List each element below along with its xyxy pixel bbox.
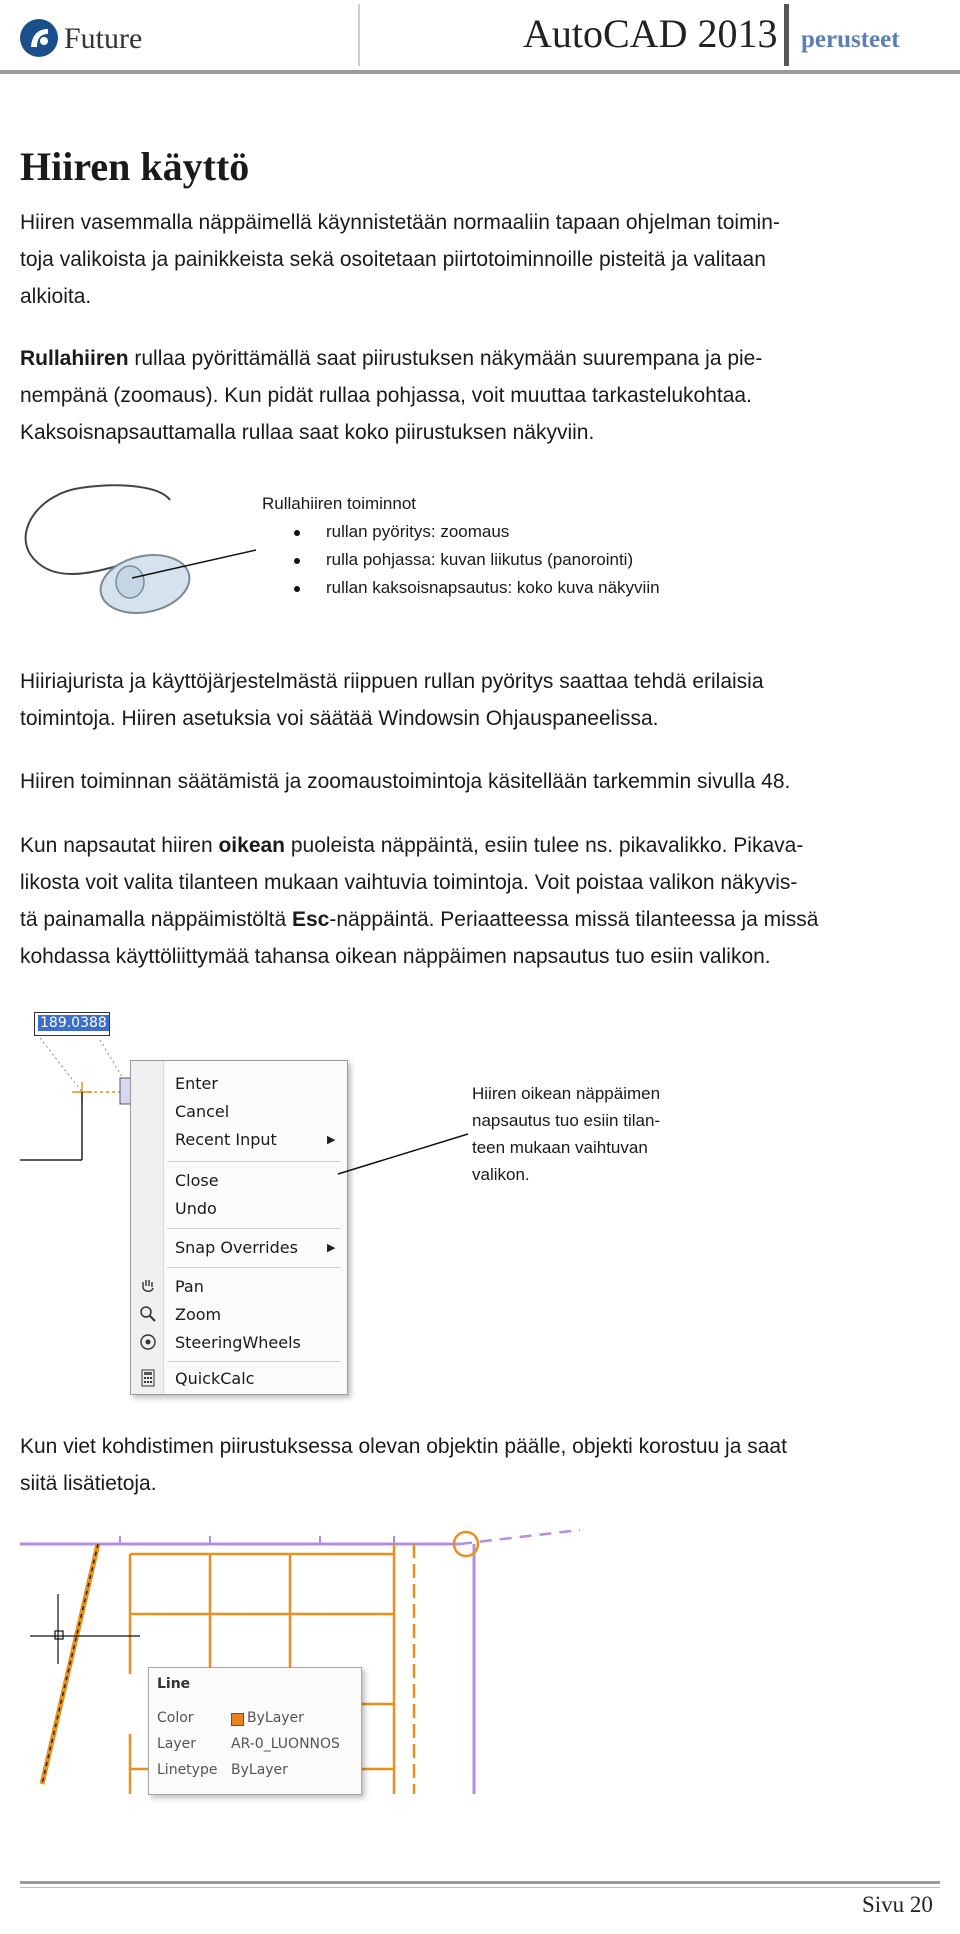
mouse-callout-title: Rullahiiren toiminnot	[262, 494, 417, 513]
hover-line: Kun viet kohdistimen piirustuksessa olevan objektin päälle, objekti korostuu ja saat	[20, 1435, 787, 1458]
intro-line: alkioita.	[20, 285, 92, 308]
object-tooltip	[148, 1667, 362, 1795]
intro-line: toja valikoista ja painikkeista sekä osoitetaan piirtotoiminnoille pisteitä ja valitaan	[20, 248, 766, 271]
tooltip-label: Layer	[157, 1736, 197, 1752]
mouse-function-item: rullan pyöritys: zoomaus	[286, 518, 822, 546]
dimension-input[interactable]	[34, 1012, 110, 1036]
right-click-term: oikean	[218, 834, 286, 857]
right-click-text: -näppäintä. Periaatteessa missä tilanteessa ja missä	[329, 908, 819, 931]
tooltip-value: ByLayer	[247, 1710, 304, 1726]
menu-separator	[167, 1161, 341, 1162]
menu-item-quickcalc[interactable]: QuickCalc	[175, 1369, 255, 1388]
menu-item-enter[interactable]: Enter	[175, 1074, 218, 1093]
right-click-text: Kun napsautat hiiren	[20, 834, 219, 857]
color-swatch-icon	[231, 1713, 244, 1726]
future-logo-icon	[18, 17, 60, 59]
footer-rule	[20, 1881, 940, 1884]
tooltip-title: Line	[157, 1676, 191, 1692]
page-number: Sivu 20	[862, 1892, 933, 1917]
menu-callout	[472, 1080, 732, 1188]
tooltip-value: ByLayer	[231, 1762, 288, 1778]
calculator-icon	[139, 1369, 157, 1387]
menu-separator	[167, 1267, 341, 1268]
mouse-callout	[262, 490, 822, 602]
right-click-text: tä painamalla näppäimistöltä	[20, 908, 292, 931]
intro-line: Hiiren vasemmalla näppäimellä käynnistetään normaaliin tapaan ohjelman toimin-	[20, 211, 780, 234]
menu-callout-line: teen mukaan vaihtuvan	[472, 1138, 648, 1157]
hover-line: siitä lisätietoja.	[20, 1472, 157, 1495]
hover-paragraph	[20, 1428, 940, 1502]
mouse-function-item: rulla pohjassa: kuvan liikutus (panorointi)	[286, 546, 822, 574]
submenu-arrow-icon: ▶	[327, 1134, 336, 1146]
scroll-line: Kaksoisnapsauttamalla rullaa saat koko piirustuksen näkyviin.	[20, 421, 595, 444]
pan-hand-icon	[139, 1277, 157, 1295]
driver-line: toimintoja. Hiiren asetuksia voi säätää Windowsin Ohjauspaneelissa.	[20, 707, 659, 730]
footer-rule-thin	[20, 1887, 940, 1888]
steering-wheel-icon	[139, 1333, 157, 1351]
intro-paragraph	[20, 204, 940, 315]
scroll-line	[20, 340, 940, 377]
scroll-line-rest: rullaa pyörittämällä saat piirustuksen näkymään suurempana ja pie-	[128, 347, 763, 370]
menu-callout-line: napsautus tuo esiin tilan-	[472, 1111, 661, 1130]
menu-callout-line: Hiiren oikean näppäimen	[472, 1084, 661, 1103]
document-subtitle: perusteet	[801, 26, 900, 53]
menu-item-zoom[interactable]: Zoom	[175, 1305, 222, 1324]
zoom-reference-paragraph: Hiiren toiminnan säätämistä ja zoomaustoimintoja käsitellään tarkemmin sivulla 48.	[20, 770, 791, 793]
scroll-line: nempänä (zoomaus). Kun pidät rullaa pohjassa, voit muuttaa tarkastelukohtaa.	[20, 384, 752, 407]
driver-line: Hiiriajurista ja käyttöjärjestelmästä riippuen rullan pyöritys saattaa tehdä erilaisia	[20, 670, 764, 693]
title-divider	[784, 4, 789, 66]
zoom-magnifier-icon	[139, 1305, 157, 1323]
context-menu[interactable]	[130, 1060, 348, 1395]
right-click-line	[20, 827, 940, 864]
header-rule	[0, 70, 960, 74]
section-heading: Hiiren käyttö	[20, 144, 250, 189]
right-click-paragraph	[20, 827, 940, 975]
menu-item-pan[interactable]: Pan	[175, 1277, 204, 1296]
header-divider	[358, 4, 360, 66]
menu-separator	[167, 1228, 341, 1229]
right-click-line: kohdassa käyttöliittymää tahansa oikean näppäimen napsautus tuo esiin valikon.	[20, 945, 771, 968]
menu-item-undo[interactable]: Undo	[175, 1199, 217, 1218]
dimension-input-value: 189.0388	[40, 1015, 107, 1031]
tooltip-label: Linetype	[157, 1762, 218, 1778]
right-click-line: likosta voit valita tilanteen mukaan vaihtuvia toimintoja. Voit poistaa valikon näkyvis-	[20, 871, 798, 894]
menu-item-close[interactable]: Close	[175, 1171, 219, 1190]
document-title: AutoCAD 2013	[523, 11, 778, 56]
menu-item-recent-input[interactable]: Recent Input	[175, 1130, 277, 1149]
scroll-paragraph	[20, 340, 940, 451]
scroll-term: Rullahiiren	[20, 347, 129, 370]
mouse-illustration	[20, 474, 260, 644]
menu-item-cancel[interactable]: Cancel	[175, 1102, 230, 1121]
right-click-line	[20, 901, 940, 938]
tooltip-value: AR-0_LUONNOS	[231, 1736, 340, 1752]
driver-paragraph	[20, 663, 940, 737]
mouse-function-item: rullan kaksoisnapsautus: koko kuva näkyviin	[286, 574, 822, 602]
menu-callout-line: valikon.	[472, 1165, 530, 1184]
menu-item-steeringwheels[interactable]: SteeringWheels	[175, 1333, 301, 1352]
right-click-text: puoleista näppäintä, esiin tulee ns. pikavalikko. Pikava-	[285, 834, 804, 857]
esc-key-term: Esc	[292, 908, 330, 931]
menu-callout-pointer	[336, 1128, 476, 1176]
tooltip-label: Color	[157, 1710, 194, 1726]
submenu-arrow-icon: ▶	[327, 1242, 336, 1254]
menu-separator	[167, 1361, 341, 1362]
logo-text: Future	[64, 22, 143, 55]
menu-item-snap-overrides[interactable]: Snap Overrides	[175, 1238, 298, 1257]
